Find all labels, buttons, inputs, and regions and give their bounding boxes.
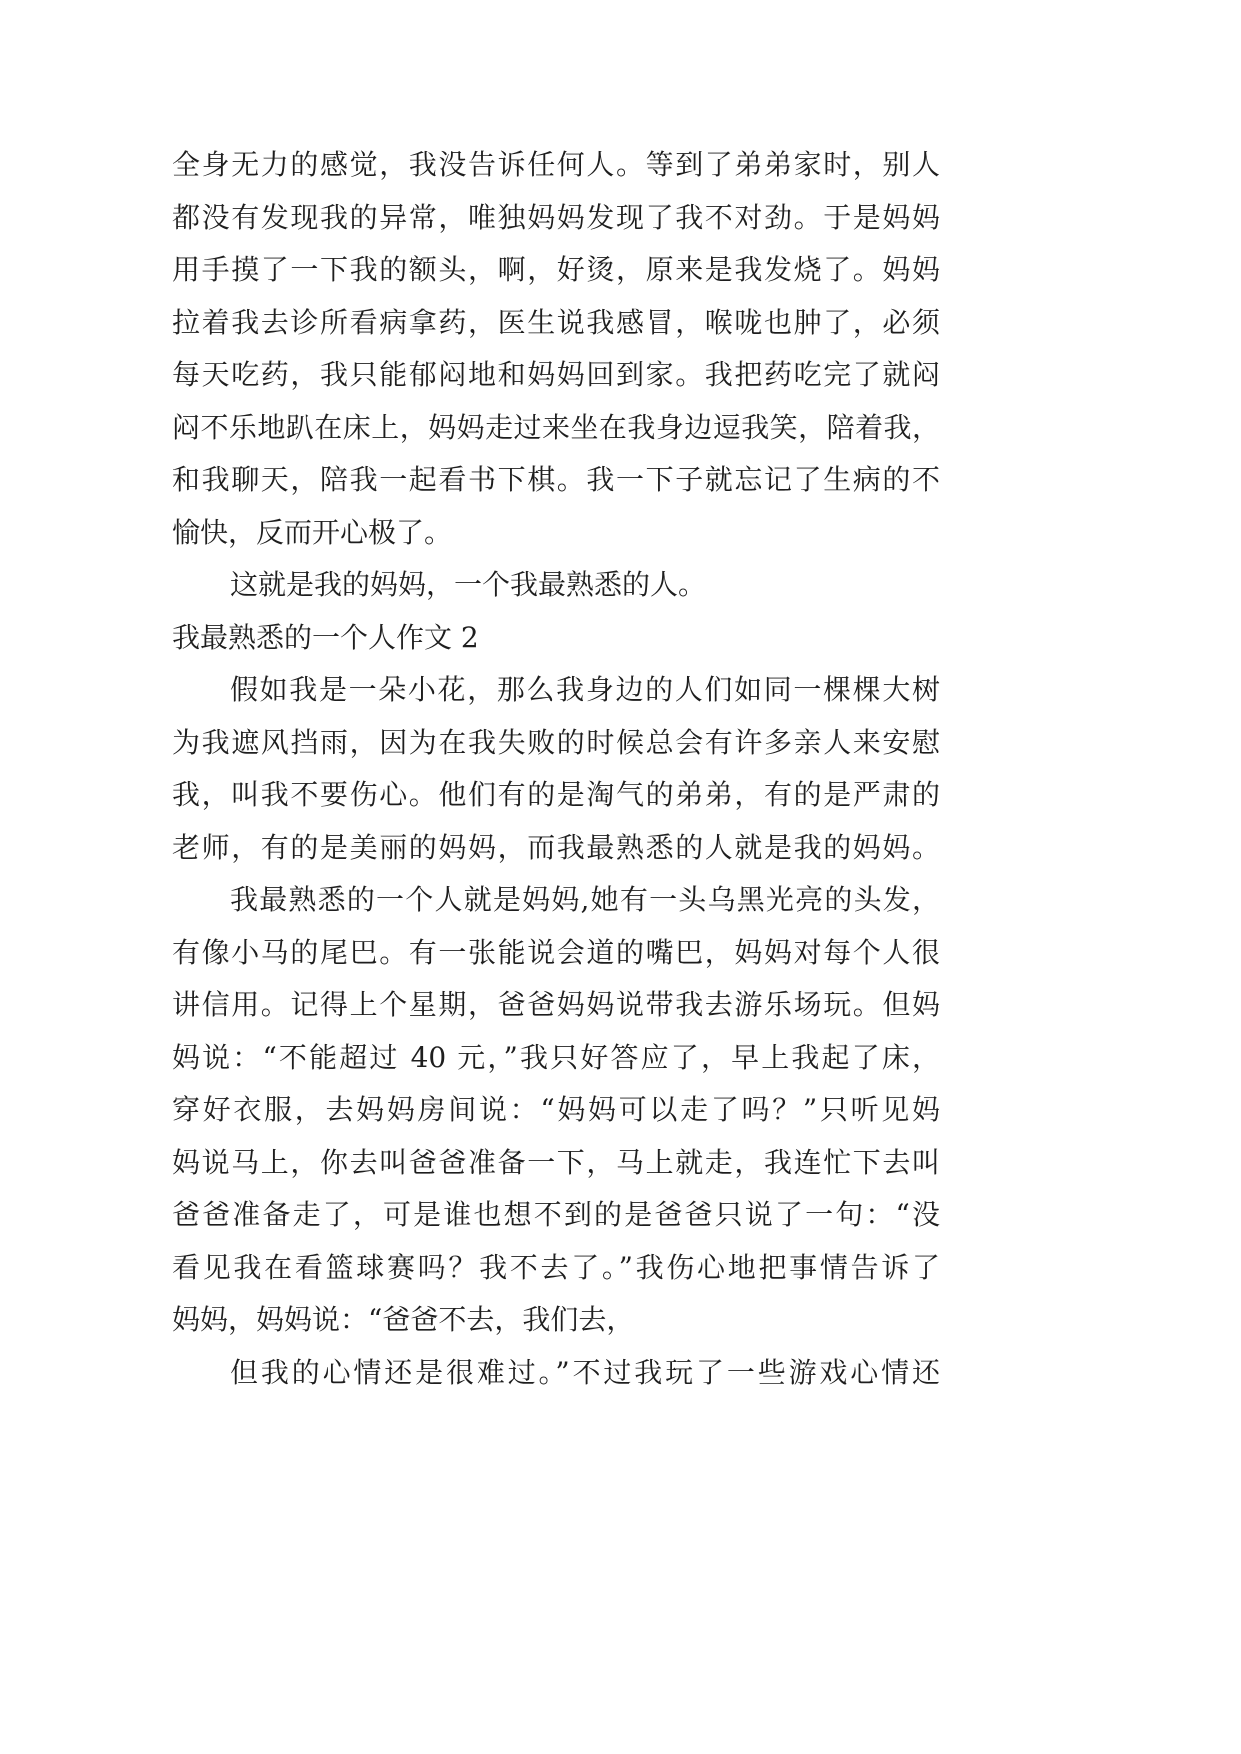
closing-paragraph xyxy=(172,559,940,612)
text-line: 闷不乐地趴在床上，妈妈走过来坐在我身边逗我笑，陪着我， xyxy=(172,410,940,444)
text-line: 妈妈，妈妈说：“爸爸不去，我们去， xyxy=(172,1303,635,1336)
text-line: 妈说马上，你去叫爸爸准备一下，马上就走，我连忙下去叫 xyxy=(172,1145,940,1179)
text-line: 妈说：“不能超过 40 元，”我只好答应了，早上我起了床， xyxy=(172,1040,940,1074)
text-line: 为我遮风挡雨，因为在我失败的时候总会有许多亲人来安慰 xyxy=(172,725,940,759)
text-line: 每天吃药，我只能郁闷地和妈妈回到家。我把药吃完了就闷 xyxy=(172,358,940,391)
paragraph-3 xyxy=(172,1347,940,1400)
text-line: 我最熟悉的一个人就是妈妈,她有一头乌黑光亮的头发， xyxy=(230,883,940,916)
text-line: 老师，有的是美丽的妈妈，而我最熟悉的人就是我的妈妈。 xyxy=(172,830,940,864)
continued-paragraph xyxy=(172,139,940,559)
text-line: 穿好衣服，去妈妈房间说：“妈妈可以走了吗？”只听见妈 xyxy=(172,1093,940,1126)
text-line: 我，叫我不要伤心。他们有的是淘气的弟弟，有的是严肃的 xyxy=(172,778,940,811)
body-text xyxy=(172,139,940,1399)
text-line: 愉快，反而开心极了。 xyxy=(172,515,453,549)
paragraph-1 xyxy=(172,664,940,874)
text-line: 用手摸了一下我的额头，啊，好烫，原来是我发烧了。妈妈 xyxy=(172,253,940,286)
paragraph-2 xyxy=(172,874,940,1347)
text-line: 拉着我去诊所看病拿药，医生说我感冒，喉咙也肿了，必须 xyxy=(172,305,940,339)
text-line: 都没有发现我的异常，唯独妈妈发现了我不对劲。于是妈妈 xyxy=(172,200,940,234)
text-line: 这就是我的妈妈，一个我最熟悉的人。 xyxy=(230,568,707,601)
text-line: 讲信用。记得上个星期，爸爸妈妈说带我去游乐场玩。但妈 xyxy=(172,988,940,1021)
text-line: 看见我在看篮球赛吗？我不去了。”我伤心地把事情告诉了 xyxy=(172,1250,940,1284)
text-line: 但我的心情还是很难过。”不过我玩了一些游戏心情还 xyxy=(230,1355,940,1389)
text-line: 爸爸准备走了，可是谁也想不到的是爸爸只说了一句：“没 xyxy=(172,1198,940,1231)
text-line: 假如我是一朵小花，那么我身边的人们如同一棵棵大树 xyxy=(230,673,940,706)
essay-title: 我最熟悉的一个人作文 2 xyxy=(172,620,479,654)
text-line: 和我聊天，陪我一起看书下棋。我一下子就忘记了生病的不 xyxy=(172,463,940,496)
text-line: 全身无力的感觉，我没告诉任何人。等到了弟弟家时，别人 xyxy=(172,148,940,181)
text-line: 有像小马的尾巴。有一张能说会道的嘴巴，妈妈对每个人很 xyxy=(172,935,940,969)
